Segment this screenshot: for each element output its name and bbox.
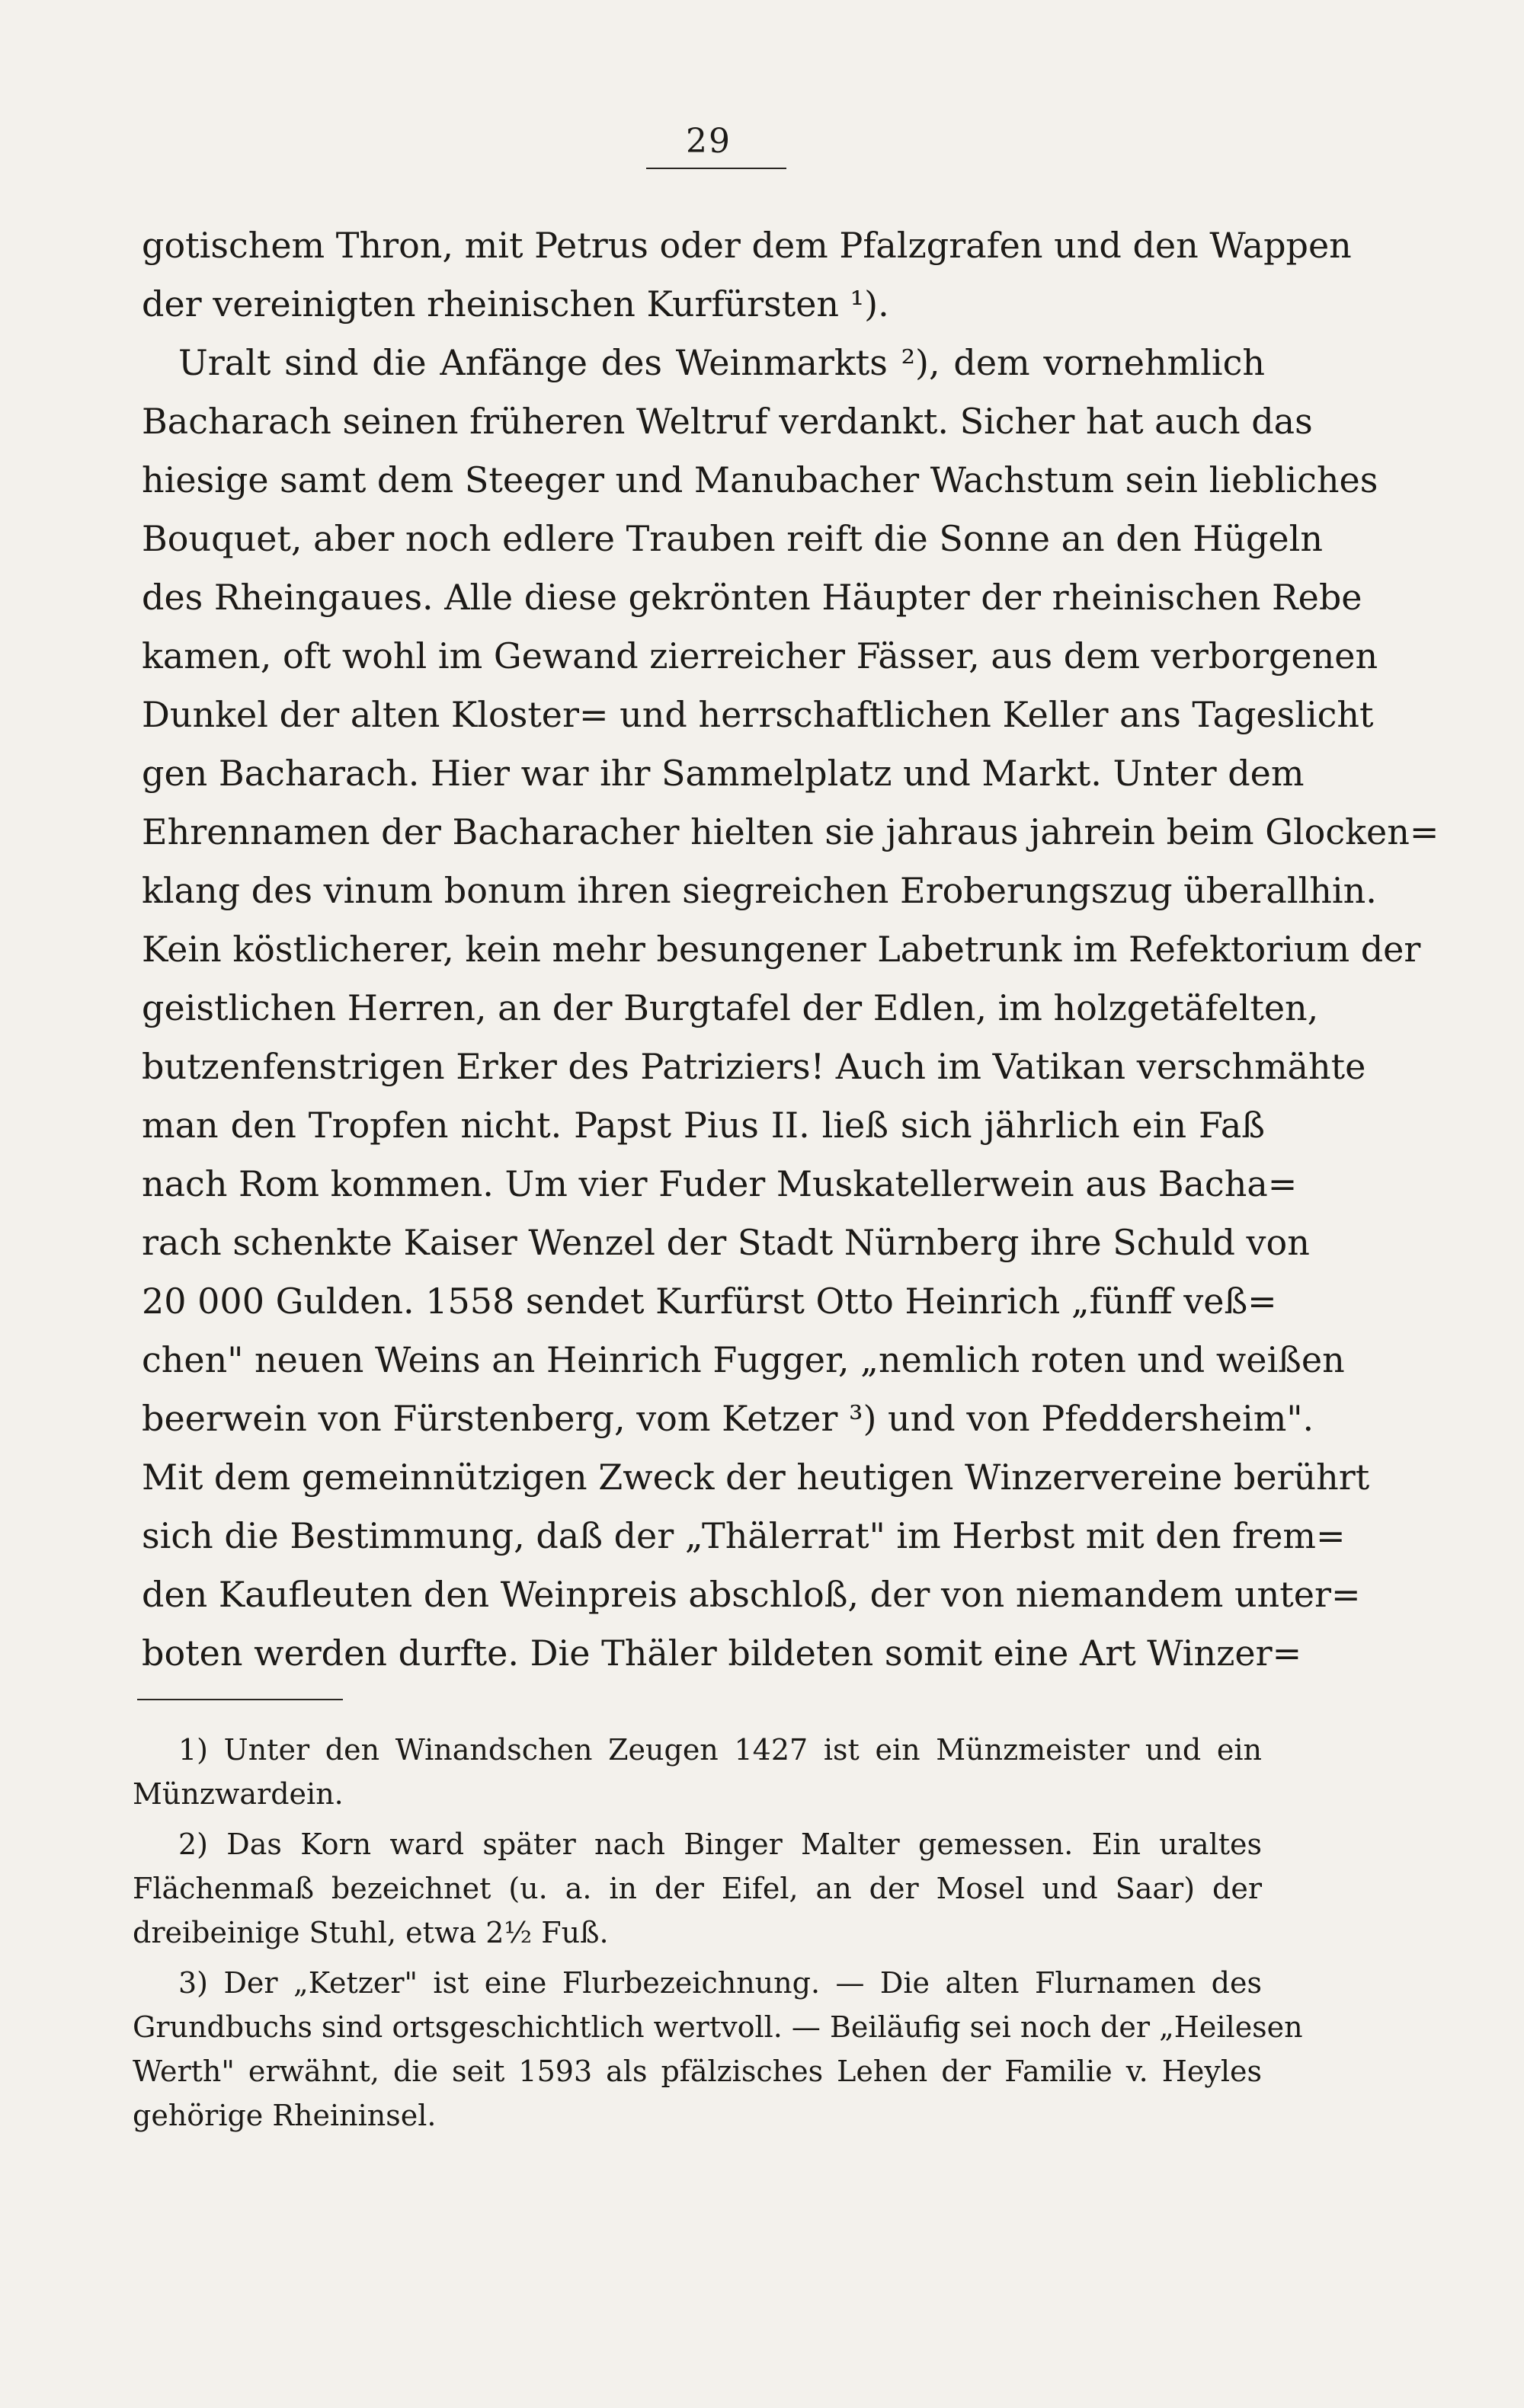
page-number-rule — [646, 168, 786, 169]
footnote-rule — [137, 1699, 343, 1700]
footnotes — [133, 1728, 1303, 2138]
text-line: kamen, oft wohl im Gewand zierreicher Fässer, aus dem verborgenen — [142, 635, 1378, 676]
footnote-line: dreibeinige Stuhl, etwa 2½ Fuß. — [133, 1916, 609, 1949]
text-line: Ehrennamen der Bacharacher hielten sie jahraus jahrein beim Glocken= — [142, 811, 1439, 852]
footnote-line: Grundbuchs sind ortsgeschichtlich wertvoll. — Beiläufig sei noch der „Heilesen — [133, 2010, 1303, 2044]
text-line: Bacharach seinen früheren Weltruf verdankt. Sicher hat auch das — [142, 401, 1313, 442]
text-line: hiesige samt dem Steeger und Manubacher Wachstum sein liebliches — [142, 459, 1378, 500]
footnote-1 — [133, 1728, 1262, 1816]
text-line: gen Bacharach. Hier war ihr Sammelplatz und Markt. Unter dem — [142, 753, 1305, 794]
text-line: chen" neuen Weins an Heinrich Fugger, „nemlich roten und weißen — [142, 1339, 1345, 1380]
text-line: der vereinigten rheinischen Kurfürsten ¹). — [142, 283, 889, 325]
text-line: nach Rom kommen. Um vier Fuder Muskatellerwein aus Bacha= — [142, 1163, 1298, 1204]
text-line: beerwein von Fürstenberg, vom Ketzer ³) und von Pfeddersheim". — [142, 1398, 1314, 1439]
text-line: butzenfenstrigen Erker des Patriziers! Auch im Vatikan verschmähte — [142, 1046, 1366, 1087]
footnote-line: gehörige Rheininsel. — [133, 2099, 437, 2132]
footnote-3 — [133, 1961, 1303, 2138]
text-line: des Rheingaues. Alle diese gekrönten Häupter der rheinischen Rebe — [142, 577, 1362, 618]
main-text — [142, 216, 1439, 1683]
text-line: klang des vinum bonum ihren siegreichen Eroberungszug überallhin. — [142, 870, 1377, 911]
footnote-line: Werth" erwähnt, die seit 1593 als pfälzisches Lehen der Familie v. Heyles — [133, 2055, 1262, 2088]
text-line: Dunkel der alten Kloster= und herrschaftlichen Keller ans Tageslicht — [142, 694, 1374, 735]
text-line: man den Tropfen nicht. Papst Pius II. ließ sich jährlich ein Faß — [142, 1105, 1265, 1146]
text-line: 20 000 Gulden. 1558 sendet Kurfürst Otto Heinrich „fünff veß= — [142, 1281, 1277, 1322]
text-line: Mit dem gemeinnützigen Zweck der heutigen Winzervereine berührt — [142, 1457, 1370, 1498]
text-line: den Kaufleuten den Weinpreis abschloß, der von niemandem unter= — [142, 1574, 1361, 1615]
footnote-line: 1) Unter den Winandschen Zeugen 1427 ist ein Münzmeister und ein — [178, 1733, 1262, 1767]
footnote-line: 3) Der „Ketzer" ist eine Flurbezeichnung. — Die alten Flurnamen des — [178, 1966, 1262, 2000]
footnote-line: Flächenmaß bezeichnet (u. a. in der Eifel, an der Mosel und Saar) der — [133, 1872, 1262, 1905]
footnote-line: Münzwardein. — [133, 1777, 344, 1811]
text-line: sich die Bestimmung, daß der „Thälerrat" im Herbst mit den frem= — [142, 1515, 1346, 1556]
footnote-2 — [133, 1822, 1262, 1955]
text-line: gotischem Thron, mit Petrus oder dem Pfalzgrafen und den Wappen — [142, 225, 1352, 266]
page-number: 29 — [686, 122, 732, 161]
footnote-line: 2) Das Korn ward später nach Binger Malter gemessen. Ein uraltes — [178, 1828, 1262, 1861]
text-line: Kein köstlicherer, kein mehr besungener Labetrunk im Refektorium der — [142, 929, 1421, 970]
text-line: geistlichen Herren, an der Burgtafel der Edlen, im holzgetäfelten, — [142, 987, 1319, 1028]
text-line: Uralt sind die Anfänge des Weinmarkts ²), dem vornehmlich — [178, 342, 1265, 383]
text-line: Bouquet, aber noch edlere Trauben reift die Sonne an den Hügeln — [142, 518, 1323, 559]
text-line: boten werden durfte. Die Thäler bildeten somit eine Art Winzer= — [142, 1633, 1302, 1674]
text-line: rach schenkte Kaiser Wenzel der Stadt Nürnberg ihre Schuld von — [142, 1222, 1310, 1263]
